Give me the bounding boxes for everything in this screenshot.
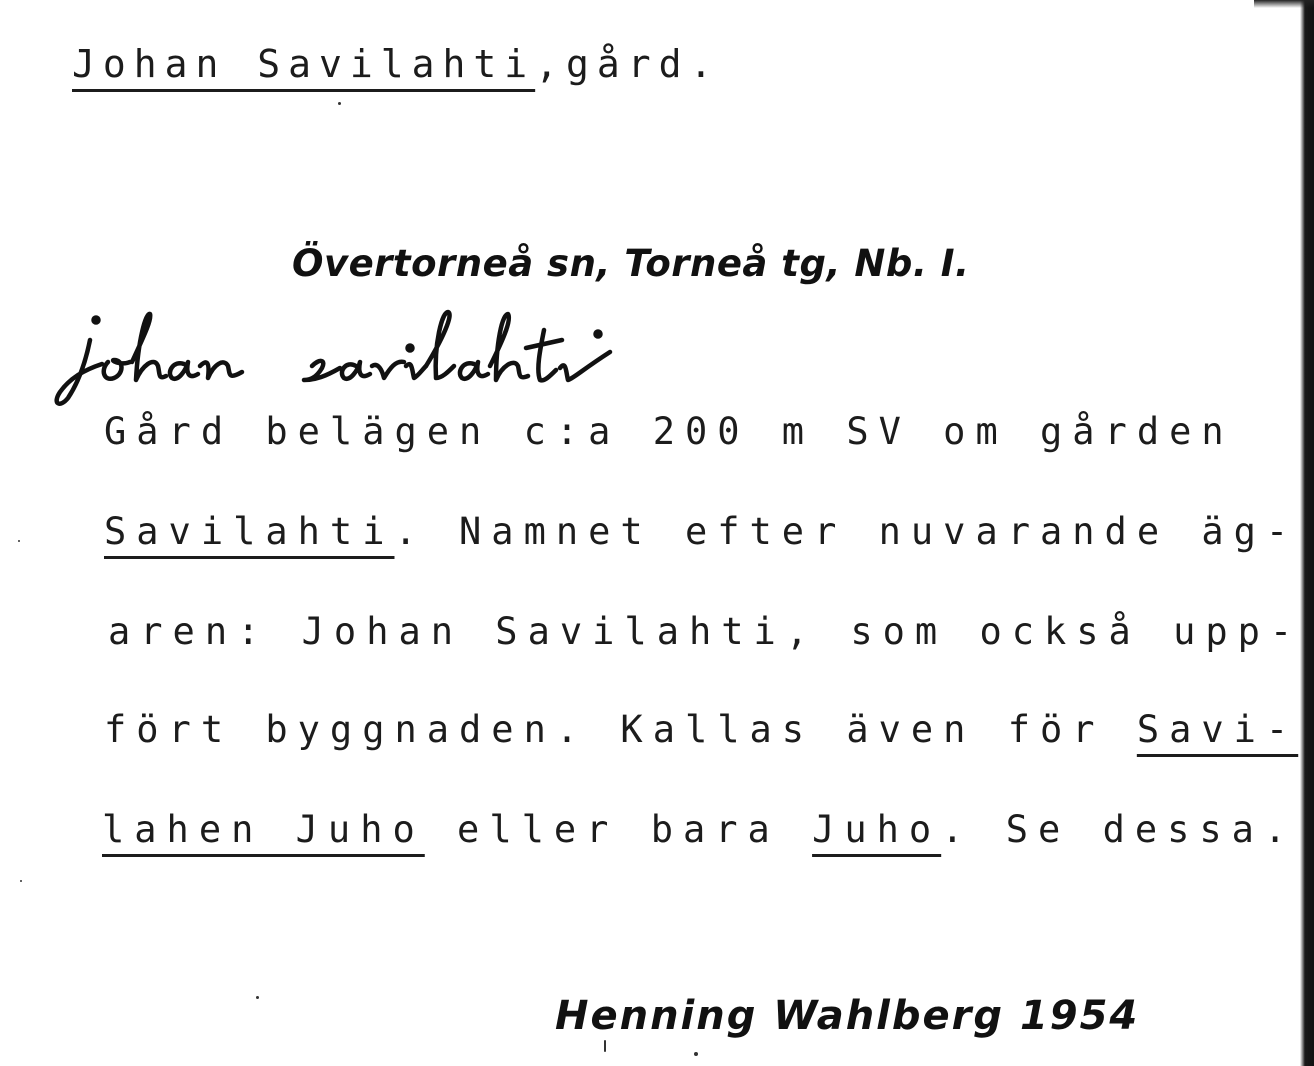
card-corner-shadow xyxy=(1254,0,1314,8)
body-line-4 xyxy=(104,708,1298,751)
scan-speck xyxy=(338,102,341,105)
parish-line: Övertorneå sn, Torneå tg, Nb. I. xyxy=(292,242,970,285)
reference-savilahen-juho-part1: Savi- xyxy=(1136,708,1299,751)
farm-reference-savilahti: Savilahti xyxy=(104,510,395,553)
card-edge-shadow xyxy=(1300,0,1314,1066)
scan-speck xyxy=(256,996,259,999)
handwritten-annotation xyxy=(50,300,770,420)
body-line-3: aren: Johan Savilahti, som också upp- xyxy=(108,610,1303,653)
body-line-5-end: . Se dessa. xyxy=(941,808,1297,851)
signature-stamp: Henning Wahlberg 1954 xyxy=(555,993,1140,1039)
scan-speck xyxy=(18,540,20,542)
body-line-1: Gård belägen c:a 200 m SV om gården xyxy=(104,410,1234,453)
scan-speck xyxy=(604,1040,606,1052)
record-heading xyxy=(72,42,720,86)
body-line-5-mid: eller bara xyxy=(424,808,813,851)
reference-juho: Juho xyxy=(812,808,942,851)
body-line-2 xyxy=(104,510,1298,553)
body-line-4-text: fört byggnaden. Kallas även för xyxy=(104,708,1137,751)
heading-name: Johan Savilahti xyxy=(72,42,536,86)
body-line-2-text: . Namnet efter nuvarande äg- xyxy=(394,510,1299,553)
scan-speck xyxy=(20,880,22,882)
body-line-5 xyxy=(102,808,1296,851)
heading-suffix: ,gård. xyxy=(535,42,721,86)
scan-speck xyxy=(694,1052,698,1056)
reference-savilahen-juho-part2: lahen Juho xyxy=(102,808,425,851)
